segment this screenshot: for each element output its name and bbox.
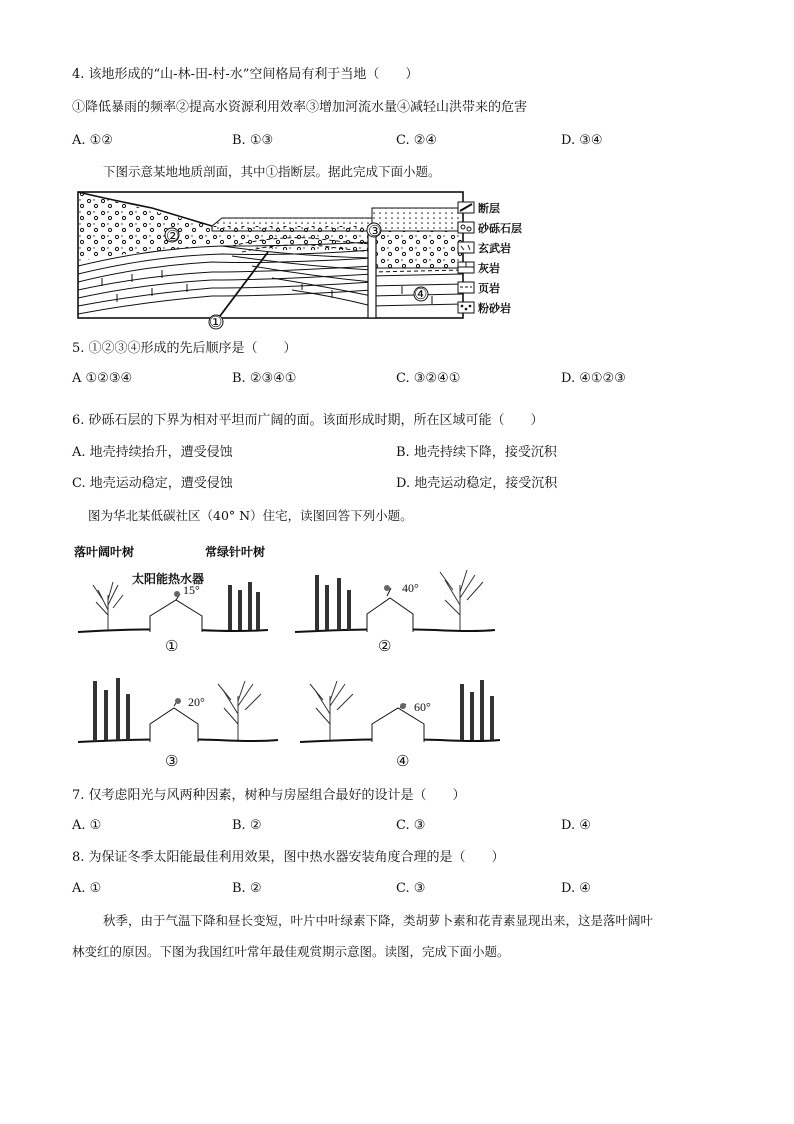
marker-1: ① (209, 313, 223, 331)
label-evergreen: 常绿针叶树 (205, 545, 266, 559)
q8-option-b: B. ② (232, 881, 262, 896)
q8-option-c: C. ③ (396, 881, 426, 896)
panel-number-4: ④ (396, 752, 410, 770)
q6-stem: 6. 砂砾石层的下界为相对平坦而广阔的面。该面形成时期，所在区域可能（ ） (72, 413, 544, 428)
legend-gravel: 砂砾石层 (478, 222, 522, 235)
legend-limestone: 灰岩 (478, 262, 500, 275)
q4-option-c: C. ②④ (396, 133, 438, 148)
q4-stem: 4. 该地形成的“山-林-田-村-水”空间格局有利于当地（ ） (72, 67, 419, 82)
house-panel-3 (78, 676, 278, 748)
legend-basalt: 玄武岩 (478, 242, 511, 255)
q8-option-d: D. ④ (561, 881, 591, 896)
geo-intro: 下图示意某地地质剖面，其中①指断层。据此完成下面小题。 (103, 164, 441, 179)
q4-option-b: B. ①③ (232, 133, 274, 148)
q4-option-a: A. ①② (72, 133, 113, 148)
house-intro: 图为华北某低碳社区（40° N）住宅，读图回答下列小题。 (88, 508, 413, 523)
angle-3: 20° (188, 695, 205, 709)
angle-1: 15° (183, 583, 200, 597)
q7-option-a: A. ① (72, 818, 102, 833)
house-panel-4 (300, 676, 500, 748)
q5-option-c: C. ③②④① (396, 371, 461, 386)
angle-2: 40° (402, 581, 419, 595)
q6-option-d: D. 地壳运动稳定，接受沉积 (396, 476, 558, 491)
q4-option-d: D. ③④ (561, 133, 603, 148)
house-panel-1 (78, 580, 268, 640)
marker-2: ② (166, 227, 180, 245)
q8-stem: 8. 为保证冬季太阳能最佳利用效果，图中热水器安装角度合理的是（ ） (72, 850, 505, 865)
q5-option-a: A ①②③④ (72, 371, 133, 386)
q4-statements: ①降低暴雨的频率②提高水资源利用效率③增加河流水量④减轻山洪带来的危害 (72, 100, 528, 115)
legend-fault: 断层 (478, 202, 500, 215)
q7-option-b: B. ② (232, 818, 262, 833)
panel-number-2: ② (378, 637, 392, 655)
panel-number-3: ③ (165, 752, 179, 770)
legend-siltstone: 粉砂岩 (478, 302, 511, 315)
house-panel-2 (295, 570, 495, 640)
q7-stem: 7. 仅考虑阳光与风两种因素，树种与房屋组合最好的设计是（ ） (72, 788, 466, 803)
q5-option-b: B. ②③④① (232, 371, 297, 386)
geo-cross-section (72, 186, 472, 331)
panel-number-1: ① (165, 637, 179, 655)
marker-3: ③ (368, 222, 382, 240)
geo-legend-swatches (456, 200, 476, 320)
legend-shale: 页岩 (478, 282, 500, 295)
q5-stem: 5. ①②③④形成的先后顺序是（ ） (72, 341, 297, 356)
q8-option-a: A. ① (72, 881, 102, 896)
q6-option-c: C. 地壳运动稳定，遭受侵蚀 (72, 476, 233, 491)
label-heater: 太阳能热水器 (132, 572, 205, 586)
label-deciduous: 落叶阔叶树 (74, 545, 135, 559)
marker-4: ④ (414, 285, 428, 303)
q6-option-a: A. 地壳持续抬升，遭受侵蚀 (72, 445, 233, 460)
q7-option-c: C. ③ (396, 818, 426, 833)
q5-option-d: D. ④①②③ (561, 371, 626, 386)
autumn-paragraph-line-1: 秋季，由于气温下降和昼长变短，叶片中叶绿素下降，类胡萝卜素和花青素显现出来，这是落叶阔叶 (103, 913, 654, 928)
q7-option-d: D. ④ (561, 818, 591, 833)
q6-option-b: B. 地壳持续下降，接受沉积 (396, 445, 557, 460)
angle-4: 60° (414, 700, 431, 714)
autumn-paragraph-line-2: 林变红的原因。下图为我国红叶常年最佳观赏期示意图。读图，完成下面小题。 (72, 944, 510, 959)
